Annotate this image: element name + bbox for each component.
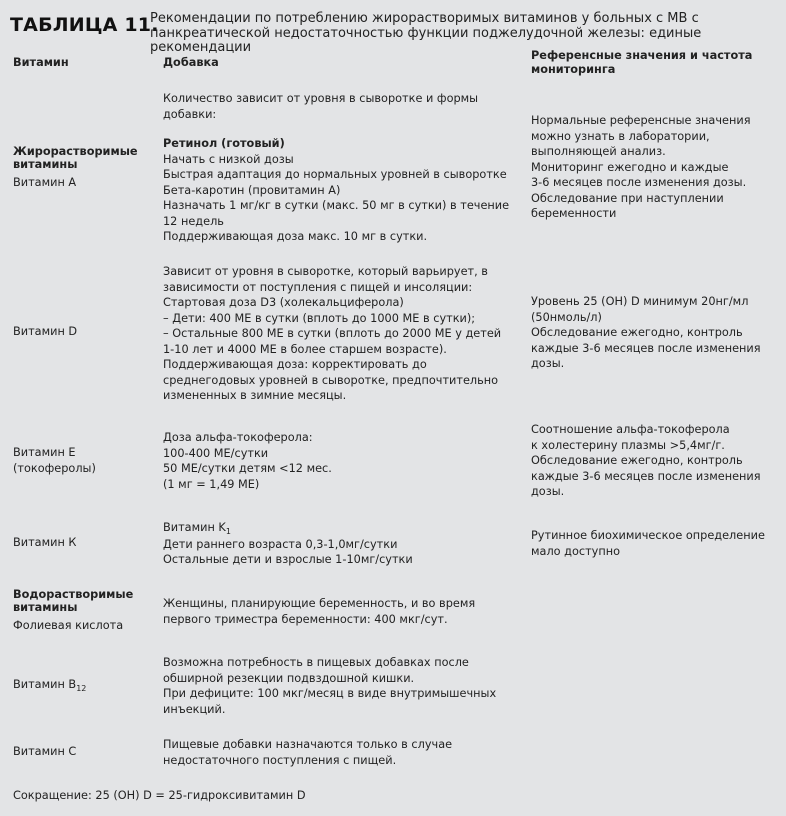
vitamin-c-supplement [163, 737, 452, 768]
reference-line: Уровень 25 (ОН) D минимум 20нг/мл [531, 295, 749, 308]
supplement-line: инъекций. [163, 702, 226, 716]
vitamin-e-supplement [163, 430, 332, 492]
vitamin-d-reference [531, 294, 761, 372]
reference-line: 3-6 месяцев после изменения дозы. [531, 176, 747, 189]
supplement-line: 1-10 лет и 4000 МЕ в более старшем возрасте). [163, 342, 447, 356]
vitamin-c-name: Витамин С [13, 745, 77, 758]
reference-line: выполняющей анализ. [531, 145, 666, 158]
supplement-subheading: Ретинол (готовый) [163, 137, 285, 150]
reference-line: Рутинное биохимическое определение [531, 529, 765, 542]
vitamin-e-name [13, 445, 96, 476]
folic-acid-name: Фолиевая кислота [13, 619, 124, 632]
column-header-supplement: Добавка [163, 56, 219, 69]
vitamin-b12-label: Витамин B [13, 678, 77, 691]
supplement-line: При дефиците: 100 мкг/месяц в виде внутримышечных [163, 687, 497, 700]
supplement-line: – Дети: 400 МЕ в сутки (вплоть до 1000 МЕ в сутки); [163, 311, 476, 325]
vitamin-a-reference [531, 113, 751, 222]
supplement-line: Дети раннего возраста 0,3-1,0мг/сутки [163, 537, 398, 551]
supplement-line: 50 МЕ/сутки детям <12 мес. [163, 462, 332, 475]
vitamin-b12-name [13, 677, 86, 694]
reference-line: мало доступно [531, 544, 621, 558]
reference-line: дозы. [531, 485, 565, 498]
vitamin-e-name-line-1: Витамин Е [13, 446, 76, 459]
reference-line: дозы. [531, 357, 565, 370]
reference-line: к холестерину плазмы >5,4мг/г. [531, 438, 725, 452]
folic-acid-supplement [163, 596, 475, 627]
vitamin-d-supplement [163, 264, 501, 404]
supplement-line: обширной резекции подвздошной кишки. [163, 671, 415, 685]
group-label-line-2: витамины [13, 158, 78, 171]
supplement-line: Остальные дети и взрослые 1-10мг/сутки [163, 553, 413, 566]
reference-line: можно узнать в лаборатории, [531, 129, 710, 143]
reference-line: каждые 3-6 месяцев после изменения [531, 341, 761, 355]
supplement-line: Женщины, планирующие беременность, и во время [163, 597, 476, 610]
supplement-line: 100-400 МЕ/сутки [163, 446, 269, 460]
supplement-line: Зависит от уровня в сыворотке, который варьирует, в [163, 265, 488, 278]
supplement-line: Пищевые добавки назначаются только в случае [163, 738, 453, 751]
supplement-line: среднегодовых уровней в сыворотке, предпочтительно [163, 373, 499, 387]
vitamin-a-supplement [163, 91, 509, 245]
vitamin-b12-subscript: 12 [76, 684, 87, 693]
group-label-line-1: Водорастворимые [13, 588, 134, 601]
supplement-line: Назначать 1 мг/кг в сутки (макс. 50 мг в сутки) в течение [163, 199, 510, 212]
vitamin-k1-subscript: 1 [225, 527, 231, 536]
vitamin-k-name: Витамин К [13, 536, 77, 549]
vitamin-d-name: Витамин D [13, 325, 78, 338]
abbreviation-footnote: Сокращение: 25 (ОН) D = 25-гидроксивитамин D [13, 789, 306, 802]
reference-line: Соотношение альфа-токоферола [531, 423, 730, 436]
reference-line: Мониторинг ежегодно и каждые [531, 160, 729, 174]
group-label-line-1: Жирорастворимые [13, 145, 138, 158]
supplement-line: недостаточного поступления с пищей. [163, 753, 397, 767]
column-header-vitamin: Витамин [13, 56, 69, 69]
supplement-line: Поддерживающая доза: корректировать до [163, 358, 427, 371]
vitamin-k-supplement [163, 520, 413, 568]
group-label-line-2: витамины [13, 601, 78, 614]
vitamin-k-reference [531, 528, 765, 559]
supplement-line: Количество зависит от уровня в сыворотке и формы [163, 92, 479, 105]
reference-line: Обследование при наступлении [531, 191, 724, 205]
reference-line: беременности [531, 207, 617, 220]
reference-line: каждые 3-6 месяцев после изменения [531, 469, 761, 483]
group-label-water-soluble [13, 588, 133, 614]
supplement-line: Стартовая доза D3 (холекальциферола) [163, 296, 404, 309]
supplement-line: измененных в зимние месяцы. [163, 389, 347, 402]
supplement-line: – Остальные 800 МЕ в сутки (вплоть до 2000 МЕ у детей [163, 327, 502, 340]
table-number-label: ТАБЛИЦА 11. [10, 14, 159, 36]
supplement-line: первого триместра беременности: 400 мкг/сут. [163, 612, 448, 626]
vitamin-a-name: Витамин А [13, 176, 77, 189]
reference-line: Обследование ежегодно, контроль [531, 454, 743, 467]
vitamin-e-name-line-2: (токоферолы) [13, 461, 96, 475]
group-label-fat-soluble [13, 145, 138, 171]
supplement-line: Поддерживающая доза макс. 10 мг в сутки. [163, 230, 428, 243]
supplement-line: 12 недель [163, 214, 224, 228]
supplement-line: добавки: [163, 107, 217, 121]
vitamin-e-reference [531, 422, 761, 500]
supplement-line: Начать с низкой дозы [163, 152, 294, 166]
column-header-reference-line-2: мониторинга [531, 63, 616, 76]
supplement-line: Быстрая адаптация до нормальных уровней в сыворотке [163, 168, 507, 181]
reference-line: Нормальные референсные значения [531, 114, 751, 127]
supplement-line [163, 520, 413, 537]
supplement-line: (1 мг = 1,49 МЕ) [163, 477, 260, 491]
reference-line: (50нмоль/л) [531, 310, 602, 324]
table-title-line-2: панкреатической недостаточностью функции поджелудочной железы: единые рекомендации [150, 25, 702, 55]
reference-line: Обследование ежегодно, контроль [531, 326, 743, 339]
supplement-line: Возможна потребность в пищевых добавках после [163, 656, 469, 669]
column-header-reference-line-1: Референсные значения и частота [531, 49, 753, 62]
vitamin-k1-label: Витамин K [163, 521, 226, 534]
vitamin-b12-supplement [163, 655, 496, 717]
supplement-line: Бета-каротин (провитамин А) [163, 183, 341, 197]
supplement-line: Доза альфа-токоферола: [163, 431, 313, 444]
supplement-line: зависимости от поступления с пищей и инсоляции: [163, 280, 473, 294]
column-header-reference [531, 49, 752, 77]
table-title-line-1: Рекомендации по потреблению жирорастворимых витаминов у больных с МВ с [150, 11, 699, 26]
